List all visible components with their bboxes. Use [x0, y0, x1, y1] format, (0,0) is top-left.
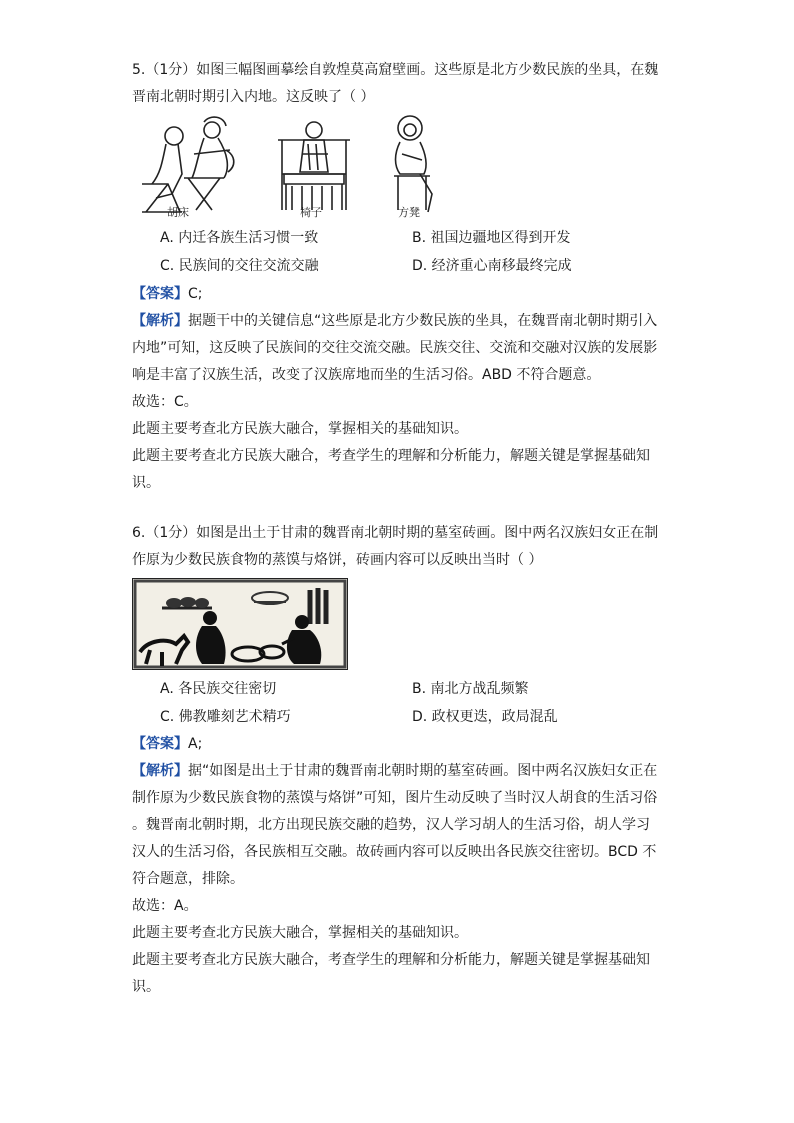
q5-option-b: B. 祖国边疆地区得到开发	[412, 230, 571, 246]
q6-note-1: 此题主要考查北方民族大融合，掌握相关的基础知识。	[132, 925, 468, 941]
q6-option-c: C. 佛教雕刻艺术精巧	[160, 709, 291, 725]
q5-analysis-line-3: 响是丰富了汉族生活，改变了汉族席地而坐的生活习俗。ABD 不符合题意。	[132, 367, 601, 383]
q5-note-1: 此题主要考查北方民族大融合，掌握相关的基础知识。	[132, 421, 468, 437]
q6-analysis-line-5: 符合题意，排除。	[132, 871, 244, 887]
q6-stem-line-1: 6.（1分）如图是出土于甘肃的魏晋南北朝时期的墓室砖画。图中两名汉族妇女正在制	[132, 525, 659, 541]
q6-choose: 故选：A。	[132, 898, 198, 914]
q6-answer	[132, 734, 202, 754]
q5-option-d: D. 经济重心南移最终完成	[412, 258, 572, 274]
q5-note-2-line-2: 识。	[132, 475, 160, 491]
q5-option-a: A. 内迁各族生活习惯一致	[160, 230, 319, 246]
q5-choose: 故选：C。	[132, 394, 198, 410]
q6-answer-tag: 【答案】	[132, 736, 188, 752]
q6-analysis-line-2: 制作原为少数民族食物的蒸馍与烙饼”可知，图片生动反映了当时汉人胡食的生活习俗	[132, 790, 658, 806]
q6-note-2-line-1: 此题主要考查北方民族大融合，考查学生的理解和分析能力，解题关键是掌握基础知	[132, 952, 650, 968]
q6-note-2-line-2: 识。	[132, 979, 160, 995]
q5-caption-stool: 方凳	[398, 206, 420, 219]
q5-note-2-line-1: 此题主要考查北方民族大融合，考查学生的理解和分析能力，解题关键是掌握基础知	[132, 448, 650, 464]
q6-brick-painting	[132, 578, 348, 670]
q5-caption-chair: 椅子	[300, 206, 322, 219]
q5-analysis-tag: 【解析】	[132, 313, 188, 329]
q5-analysis-text-1: 据题干中的关键信息“这些原是北方少数民族的坐具，在魏晋南北朝时期引入	[188, 313, 658, 329]
q6-option-b: B. 南北方战乱频繁	[412, 681, 529, 697]
q6-stem-line-2: 作原为少数民族食物的蒸馍与烙饼，砖画内容可以反映出当时（ ）	[132, 552, 543, 568]
q5-analysis-line-1	[132, 311, 657, 331]
q6-option-d: D. 政权更迭，政局混乱	[412, 709, 558, 725]
q5-answer	[132, 284, 203, 304]
q6-option-a: A. 各民族交往密切	[160, 681, 277, 697]
q5-stem-line-1: 5.（1分）如图三幅图画摹绘自敦煌莫高窟壁画。这些原是北方少数民族的坐具，在魏	[132, 62, 659, 78]
q5-stem-line-2: 晋南北朝时期引入内地。这反映了（ ）	[132, 89, 375, 105]
q5-answer-value: C;	[188, 286, 203, 302]
q5-answer-tag: 【答案】	[132, 286, 188, 302]
q5-caption-hu-chuang: 胡床	[167, 206, 189, 219]
q6-analysis-line-4: 汉人的生活习俗，各民族相互交融。故砖画内容可以反映出各民族交往密切。BCD 不	[132, 844, 657, 860]
q6-analysis-line-3: 。魏晋南北朝时期，北方出现民族交融的趋势，汉人学习胡人的生活习俗，胡人学习	[132, 817, 650, 833]
q6-analysis-line-1	[132, 761, 657, 781]
q6-analysis-text-1: 据“如图是出土于甘肃的魏晋南北朝时期的墓室砖画。图中两名汉族妇女正在	[188, 763, 658, 779]
q5-analysis-line-2: 内地”可知，这反映了民族间的交往交流交融。民族交往、交流和交融对汉族的发展影	[132, 340, 658, 356]
q6-analysis-tag: 【解析】	[132, 763, 188, 779]
q5-option-c: C. 民族间的交往交流交融	[160, 258, 319, 274]
q6-answer-value: A;	[188, 736, 203, 752]
